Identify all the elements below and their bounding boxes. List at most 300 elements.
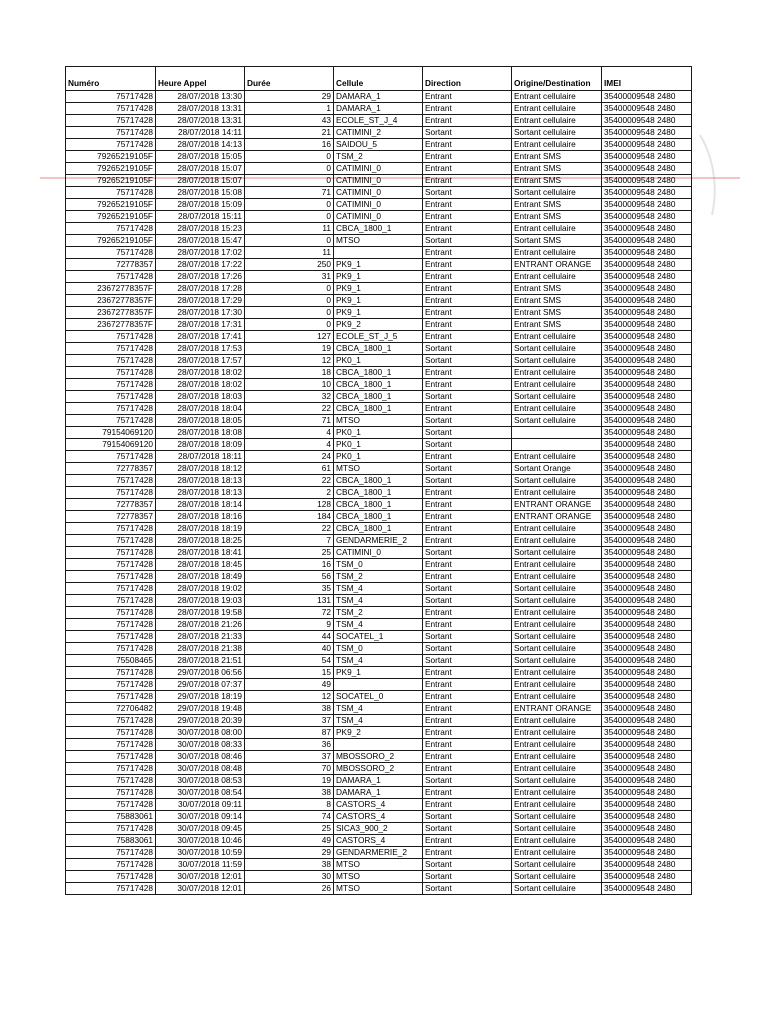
cell-cellule: TSM_2 [334,571,423,583]
cell-direction: Sortant [423,415,512,427]
cell-imei: 35400009548 2480 [602,307,692,319]
cell-cellule: TSM_4 [334,619,423,631]
cell-cellule: PK9_1 [334,667,423,679]
cell-cellule: MTSO [334,859,423,871]
table-row [66,775,692,787]
cell-imei: 35400009548 2480 [602,775,692,787]
cell-origine-destination: Entrant cellulaire [512,247,602,259]
cell-numero: 23672778357F [66,307,156,319]
cell-cellule: PK0_1 [334,439,423,451]
cell-heure-appel: 28/07/2018 21:26 [156,619,245,631]
cell-duree: 250 [245,259,334,271]
cell-cellule: TSM_0 [334,559,423,571]
table-row [66,487,692,499]
cell-numero: 75717428 [66,859,156,871]
table-row [66,307,692,319]
cell-imei: 35400009548 2480 [602,499,692,511]
header-duree: Durée [245,67,334,91]
cell-numero: 75717428 [66,451,156,463]
table-row [66,595,692,607]
cell-direction: Entrant [423,559,512,571]
cell-numero: 75717428 [66,103,156,115]
cell-heure-appel: 28/07/2018 18:09 [156,439,245,451]
cell-numero: 75717428 [66,775,156,787]
cell-numero: 75717428 [66,715,156,727]
cell-origine-destination: Entrant cellulaire [512,403,602,415]
cell-duree: 38 [245,703,334,715]
cell-imei: 35400009548 2480 [602,271,692,283]
cell-origine-destination: Entrant cellulaire [512,535,602,547]
cell-cellule: CBCA_1800_1 [334,379,423,391]
cell-direction: Entrant [423,223,512,235]
cell-origine-destination: Entrant cellulaire [512,103,602,115]
cell-heure-appel: 28/07/2018 19:02 [156,583,245,595]
cell-imei: 35400009548 2480 [602,571,692,583]
cell-origine-destination: Sortant cellulaire [512,643,602,655]
cell-duree: 25 [245,823,334,835]
cell-cellule [334,739,423,751]
cell-duree: 37 [245,715,334,727]
cell-origine-destination: Sortant cellulaire [512,871,602,883]
table-row [66,391,692,403]
cell-numero: 75717428 [66,643,156,655]
cell-cellule: MTSO [334,463,423,475]
cell-heure-appel: 28/07/2018 15:47 [156,235,245,247]
table-row [66,523,692,535]
cell-imei: 35400009548 2480 [602,319,692,331]
cell-duree: 31 [245,271,334,283]
cell-origine-destination: Sortant cellulaire [512,631,602,643]
cell-cellule: CBCA_1800_1 [334,511,423,523]
cell-origine-destination: Entrant cellulaire [512,571,602,583]
cell-heure-appel: 28/07/2018 18:19 [156,523,245,535]
cell-imei: 35400009548 2480 [602,799,692,811]
cell-imei: 35400009548 2480 [602,727,692,739]
cell-duree: 0 [245,319,334,331]
cell-origine-destination: Sortant cellulaire [512,355,602,367]
cell-duree: 74 [245,811,334,823]
table-row [66,727,692,739]
cell-heure-appel: 28/07/2018 18:25 [156,535,245,547]
cell-origine-destination: Entrant cellulaire [512,367,602,379]
table-row [66,607,692,619]
cell-origine-destination: Sortant cellulaire [512,187,602,199]
cell-direction: Entrant [423,331,512,343]
cell-direction: Sortant [423,583,512,595]
cell-duree: 37 [245,751,334,763]
cell-origine-destination: Entrant cellulaire [512,847,602,859]
cell-numero: 75717428 [66,403,156,415]
cell-heure-appel: 28/07/2018 17:22 [156,259,245,271]
cell-imei: 35400009548 2480 [602,823,692,835]
cell-direction: Sortant [423,631,512,643]
cell-heure-appel: 28/07/2018 18:05 [156,415,245,427]
cell-numero: 79154069120 [66,427,156,439]
cell-origine-destination: Entrant cellulaire [512,379,602,391]
cell-direction: Sortant [423,391,512,403]
cell-direction: Entrant [423,91,512,103]
cell-numero: 75717428 [66,367,156,379]
cell-direction: Entrant [423,679,512,691]
cell-cellule: GENDARMERIE_2 [334,847,423,859]
table-row [66,355,692,367]
cell-origine-destination [512,427,602,439]
cell-direction: Entrant [423,295,512,307]
cell-imei: 35400009548 2480 [602,619,692,631]
cell-imei: 35400009548 2480 [602,403,692,415]
cell-imei: 35400009548 2480 [602,871,692,883]
cell-numero: 79265219105F [66,235,156,247]
cell-cellule: SOCATEL_1 [334,631,423,643]
cell-direction: Entrant [423,103,512,115]
table-row [66,103,692,115]
cell-imei: 35400009548 2480 [602,511,692,523]
table-row [66,319,692,331]
cell-heure-appel: 28/07/2018 15:11 [156,211,245,223]
cell-heure-appel: 28/07/2018 21:33 [156,631,245,643]
cell-cellule: DAMARA_1 [334,91,423,103]
cell-heure-appel: 28/07/2018 17:57 [156,355,245,367]
cell-direction: Sortant [423,595,512,607]
cell-cellule: PK9_2 [334,727,423,739]
header-row [66,67,692,91]
cell-duree: 54 [245,655,334,667]
cell-direction: Entrant [423,835,512,847]
cell-numero: 75717428 [66,115,156,127]
table-row [66,139,692,151]
cell-cellule: CBCA_1800_1 [334,475,423,487]
cell-direction: Sortant [423,355,512,367]
cell-numero: 75717428 [66,823,156,835]
table-row [66,859,692,871]
cell-numero: 75717428 [66,271,156,283]
cell-direction: Entrant [423,175,512,187]
cell-duree: 0 [245,151,334,163]
table-row [66,151,692,163]
cell-numero: 75717428 [66,523,156,535]
cell-heure-appel: 28/07/2018 17:30 [156,307,245,319]
cell-cellule: MTSO [334,415,423,427]
call-records-table [65,66,692,895]
cell-cellule [334,679,423,691]
cell-duree: 11 [245,223,334,235]
cell-direction: Entrant [423,691,512,703]
cell-imei: 35400009548 2480 [602,523,692,535]
cell-direction: Entrant [423,307,512,319]
cell-origine-destination [512,439,602,451]
cell-imei: 35400009548 2480 [602,283,692,295]
table-row [66,883,692,895]
cell-origine-destination: Sortant cellulaire [512,475,602,487]
cell-origine-destination: Entrant cellulaire [512,451,602,463]
cell-cellule: PK9_1 [334,283,423,295]
cell-direction: Entrant [423,847,512,859]
cell-heure-appel: 29/07/2018 06:56 [156,667,245,679]
cell-imei: 35400009548 2480 [602,343,692,355]
table-row [66,415,692,427]
cell-duree: 38 [245,787,334,799]
cell-heure-appel: 29/07/2018 18:19 [156,691,245,703]
cell-imei: 35400009548 2480 [602,355,692,367]
cell-numero: 79265219105F [66,175,156,187]
cell-duree: 7 [245,535,334,547]
cell-cellule: TSM_2 [334,151,423,163]
table-row [66,703,692,715]
table-row [66,295,692,307]
cell-duree: 26 [245,883,334,895]
cell-numero: 75717428 [66,799,156,811]
cell-imei: 35400009548 2480 [602,163,692,175]
cell-origine-destination: Sortant cellulaire [512,811,602,823]
cell-origine-destination: Entrant SMS [512,211,602,223]
cell-imei: 35400009548 2480 [602,115,692,127]
cell-heure-appel: 30/07/2018 12:01 [156,883,245,895]
cell-cellule: CBCA_1800_1 [334,343,423,355]
cell-direction: Sortant [423,811,512,823]
table-row [66,175,692,187]
cell-direction: Sortant [423,463,512,475]
cell-direction: Entrant [423,199,512,211]
table-row [66,187,692,199]
cell-origine-destination: Entrant SMS [512,295,602,307]
cell-imei: 35400009548 2480 [602,295,692,307]
cell-direction: Entrant [423,727,512,739]
cell-duree: 71 [245,415,334,427]
cell-cellule: MTSO [334,235,423,247]
table-row [66,535,692,547]
cell-numero: 75717428 [66,763,156,775]
cell-numero: 75717428 [66,535,156,547]
cell-imei: 35400009548 2480 [602,175,692,187]
cell-cellule: CATIMINI_0 [334,547,423,559]
cell-numero: 72778357 [66,499,156,511]
table-row [66,499,692,511]
cell-duree: 72 [245,607,334,619]
cell-heure-appel: 28/07/2018 18:16 [156,511,245,523]
cell-numero: 75717428 [66,631,156,643]
cell-direction: Entrant [423,763,512,775]
cell-origine-destination: Entrant cellulaire [512,751,602,763]
cell-origine-destination: Sortant cellulaire [512,127,602,139]
cell-origine-destination: Sortant cellulaire [512,415,602,427]
cell-numero: 75717428 [66,331,156,343]
cell-imei: 35400009548 2480 [602,151,692,163]
cell-direction: Entrant [423,211,512,223]
cell-origine-destination: Entrant SMS [512,319,602,331]
cell-imei: 35400009548 2480 [602,595,692,607]
cell-numero: 75717428 [66,187,156,199]
cell-duree: 15 [245,667,334,679]
cell-heure-appel: 28/07/2018 21:51 [156,655,245,667]
cell-origine-destination: ENTRANT ORANGE [512,511,602,523]
cell-duree: 8 [245,799,334,811]
cell-imei: 35400009548 2480 [602,91,692,103]
cell-numero: 75717428 [66,91,156,103]
header-cellule: Cellule [334,67,423,91]
cell-direction: Sortant [423,475,512,487]
cell-numero: 75717428 [66,691,156,703]
cell-cellule: CASTORS_4 [334,799,423,811]
table-row [66,619,692,631]
cell-cellule: CBCA_1800_1 [334,523,423,535]
cell-origine-destination: Entrant SMS [512,151,602,163]
cell-imei: 35400009548 2480 [602,463,692,475]
cell-origine-destination: ENTRANT ORANGE [512,259,602,271]
cell-heure-appel: 28/07/2018 17:53 [156,343,245,355]
cell-numero: 75717428 [66,751,156,763]
cell-heure-appel: 29/07/2018 20:39 [156,715,245,727]
cell-duree: 40 [245,643,334,655]
cell-cellule: MTSO [334,871,423,883]
cell-origine-destination: Sortant cellulaire [512,655,602,667]
cell-imei: 35400009548 2480 [602,415,692,427]
cell-numero: 75717428 [66,415,156,427]
table-row [66,223,692,235]
cell-imei: 35400009548 2480 [602,475,692,487]
cell-origine-destination: Sortant cellulaire [512,391,602,403]
cell-heure-appel: 30/07/2018 08:00 [156,727,245,739]
cell-imei: 35400009548 2480 [602,259,692,271]
cell-direction: Sortant [423,883,512,895]
cell-direction: Sortant [423,343,512,355]
cell-heure-appel: 28/07/2018 18:02 [156,379,245,391]
cell-imei: 35400009548 2480 [602,739,692,751]
cell-heure-appel: 30/07/2018 09:45 [156,823,245,835]
cell-cellule: TSM_4 [334,715,423,727]
cell-heure-appel: 30/07/2018 10:59 [156,847,245,859]
cell-heure-appel: 28/07/2018 18:03 [156,391,245,403]
cell-imei: 35400009548 2480 [602,247,692,259]
cell-duree: 184 [245,511,334,523]
cell-direction: Entrant [423,451,512,463]
table-row [66,343,692,355]
table-row [66,751,692,763]
cell-origine-destination: Entrant cellulaire [512,667,602,679]
table-row [66,811,692,823]
table-row [66,571,692,583]
cell-imei: 35400009548 2480 [602,331,692,343]
cell-direction: Entrant [423,703,512,715]
cell-duree: 35 [245,583,334,595]
cell-duree: 16 [245,559,334,571]
cell-cellule: DAMARA_1 [334,775,423,787]
cell-imei: 35400009548 2480 [602,655,692,667]
cell-direction: Entrant [423,535,512,547]
cell-origine-destination: Entrant cellulaire [512,763,602,775]
header-heure-appel: Heure Appel [156,67,245,91]
cell-heure-appel: 28/07/2018 15:09 [156,199,245,211]
cell-origine-destination: Sortant Orange [512,463,602,475]
cell-numero: 75717428 [66,559,156,571]
table-row [66,847,692,859]
cell-cellule: TSM_2 [334,607,423,619]
table-row [66,211,692,223]
cell-origine-destination: Entrant cellulaire [512,739,602,751]
cell-heure-appel: 29/07/2018 19:48 [156,703,245,715]
cell-cellule: TSM_0 [334,643,423,655]
cell-numero: 75717428 [66,343,156,355]
cell-numero: 75717428 [66,607,156,619]
cell-cellule: MBOSSORO_2 [334,763,423,775]
cell-direction: Entrant [423,715,512,727]
cell-numero: 72778357 [66,511,156,523]
cell-duree: 43 [245,115,334,127]
cell-heure-appel: 28/07/2018 18:04 [156,403,245,415]
cell-numero: 75717428 [66,391,156,403]
table-row [66,631,692,643]
cell-origine-destination: Entrant SMS [512,307,602,319]
cell-cellule [334,247,423,259]
cell-heure-appel: 28/07/2018 14:13 [156,139,245,151]
cell-imei: 35400009548 2480 [602,763,692,775]
cell-direction: Entrant [423,619,512,631]
cell-duree: 12 [245,355,334,367]
table-row [66,451,692,463]
cell-imei: 35400009548 2480 [602,451,692,463]
cell-duree: 61 [245,463,334,475]
cell-imei: 35400009548 2480 [602,679,692,691]
cell-imei: 35400009548 2480 [602,751,692,763]
cell-cellule: CATIMINI_0 [334,163,423,175]
cell-duree: 0 [245,175,334,187]
cell-heure-appel: 28/07/2018 15:05 [156,151,245,163]
cell-cellule: DAMARA_1 [334,103,423,115]
cell-direction: Sortant [423,427,512,439]
cell-duree: 19 [245,775,334,787]
cell-imei: 35400009548 2480 [602,547,692,559]
cell-numero: 72778357 [66,463,156,475]
cell-duree: 22 [245,475,334,487]
cell-duree: 36 [245,739,334,751]
cell-heure-appel: 28/07/2018 13:31 [156,115,245,127]
cell-numero: 79154069120 [66,439,156,451]
cell-direction: Entrant [423,283,512,295]
cell-origine-destination: Entrant SMS [512,199,602,211]
cell-heure-appel: 28/07/2018 18:45 [156,559,245,571]
cell-heure-appel: 28/07/2018 18:08 [156,427,245,439]
table-row [66,439,692,451]
cell-numero: 75717428 [66,355,156,367]
cell-heure-appel: 28/07/2018 19:58 [156,607,245,619]
table-row [66,367,692,379]
cell-heure-appel: 28/07/2018 18:11 [156,451,245,463]
cell-numero: 79265219105F [66,151,156,163]
cell-origine-destination: Entrant cellulaire [512,223,602,235]
cell-duree: 0 [245,295,334,307]
cell-origine-destination: Entrant cellulaire [512,619,602,631]
table-row [66,463,692,475]
cell-heure-appel: 28/07/2018 17:26 [156,271,245,283]
cell-heure-appel: 28/07/2018 21:38 [156,643,245,655]
cell-imei: 35400009548 2480 [602,643,692,655]
cell-imei: 35400009548 2480 [602,211,692,223]
cell-heure-appel: 28/07/2018 13:31 [156,103,245,115]
cell-imei: 35400009548 2480 [602,535,692,547]
cell-direction: Entrant [423,499,512,511]
cell-direction: Entrant [423,511,512,523]
table-row [66,583,692,595]
table-row [66,823,692,835]
cell-direction: Sortant [423,187,512,199]
cell-duree: 71 [245,187,334,199]
cell-cellule: PK9_2 [334,319,423,331]
cell-duree: 32 [245,391,334,403]
cell-origine-destination: Entrant cellulaire [512,115,602,127]
table-row [66,475,692,487]
cell-direction: Entrant [423,139,512,151]
cell-cellule: CATIMINI_0 [334,175,423,187]
cell-numero: 75717428 [66,547,156,559]
